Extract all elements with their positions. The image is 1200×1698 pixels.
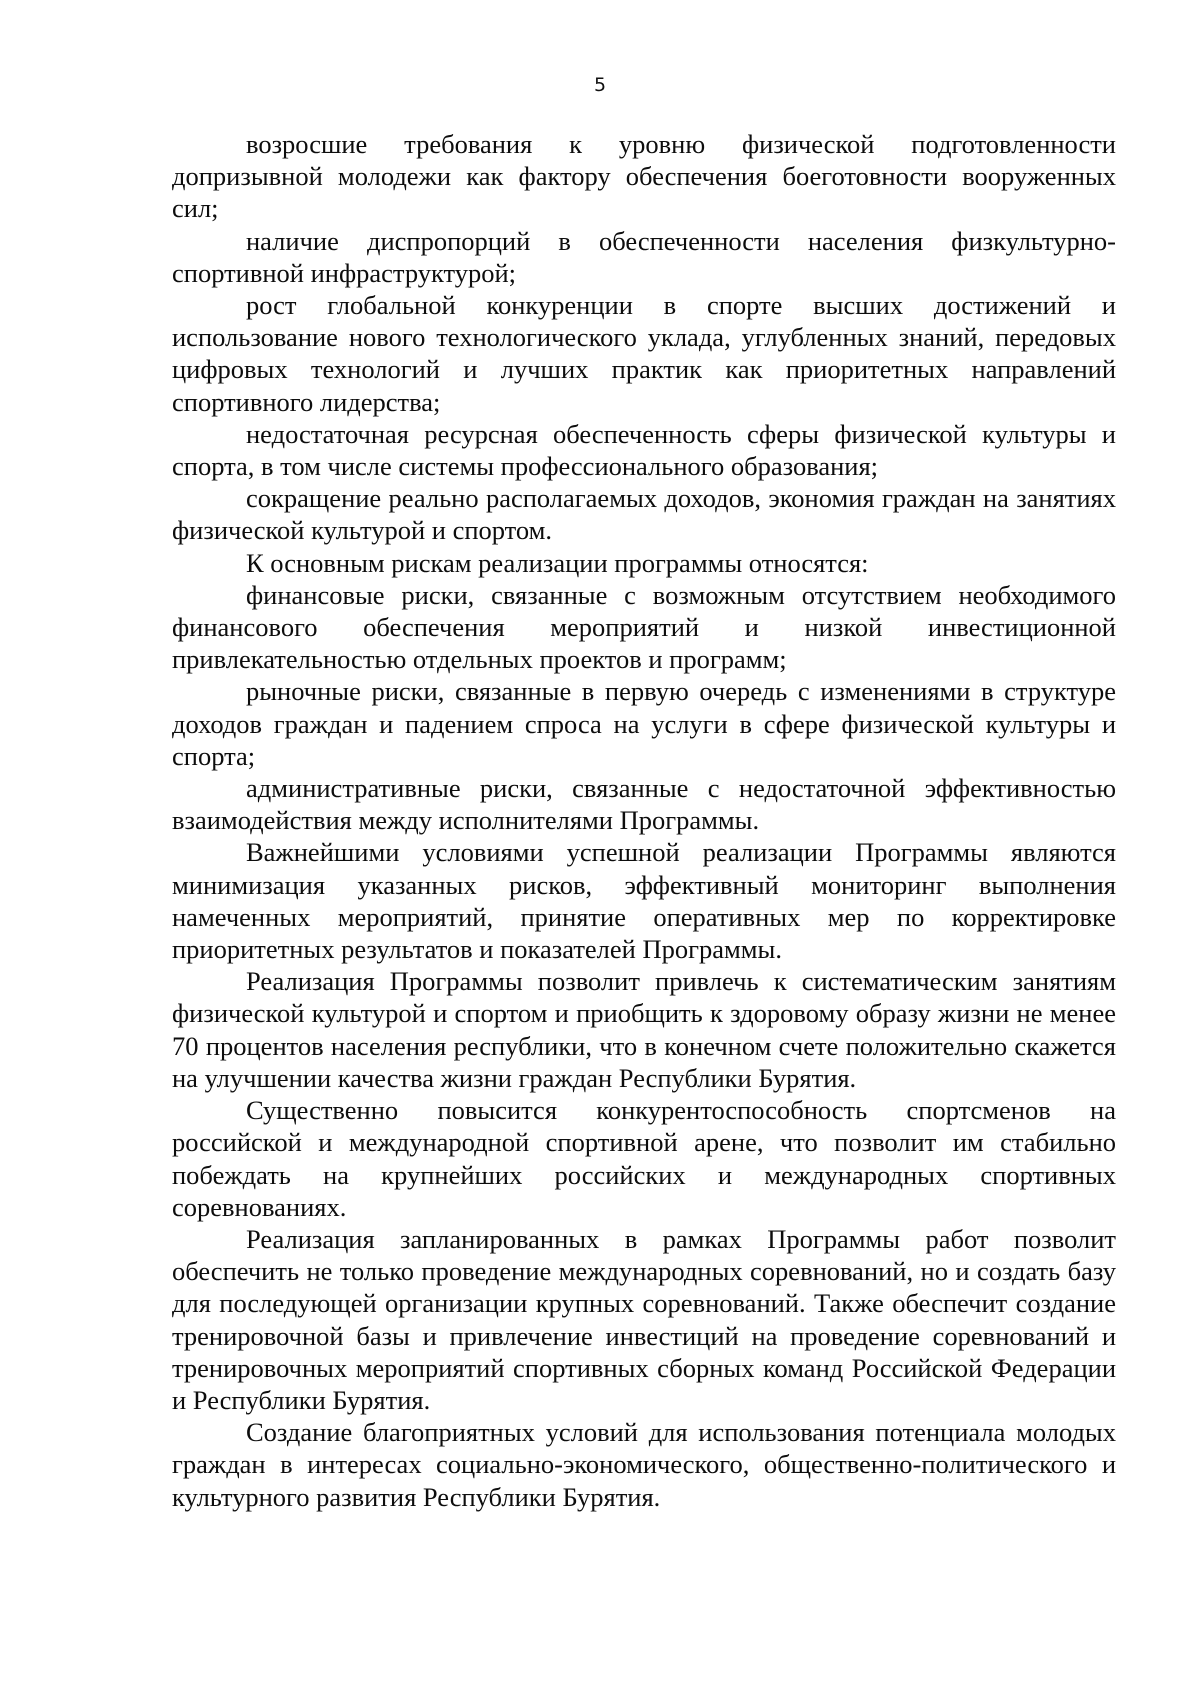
paragraph: наличие диспропорций в обеспеченности населения физкультурно-спортивной инфраструктурой;: [172, 225, 1116, 288]
paragraph: Реализация Программы позволит привлечь к систематическим занятиям физической культурой и спортом и приобщить к здоровому образу жизни не менее 70 процентов населения республики, что в конечном счете положительно скажется на улучшении качества жизни граждан Республики Бурятия.: [172, 966, 1116, 1093]
paragraph: сокращение реально располагаемых доходов, экономия граждан на занятиях физической культурой и спортом.: [172, 483, 1116, 546]
paragraph: рост глобальной конкуренции в спорте высших достижений и использование нового технологического уклада, углубленных знаний, передовых цифровых технологий и лучших практик как приоритетных направлений спортивного лидерства;: [172, 290, 1116, 417]
paragraph: административные риски, связанные с недостаточной эффективностью взаимодействия между исполнителями Программы.: [172, 773, 1116, 836]
paragraph: рыночные риски, связанные в первую очередь с изменениями в структуре доходов граждан и падением спроса на услуги в сфере физической культуры и спорта;: [172, 676, 1116, 771]
paragraph: К основным рискам реализации программы относятся:: [246, 547, 869, 578]
paragraph: Существенно повысится конкурентоспособность спортсменов на российской и международной спортивной арене, что позволит им стабильно побеждать на крупнейших российских и международных спортивных соревнованиях.: [172, 1095, 1116, 1222]
paragraph: недостаточная ресурсная обеспеченность сферы физической культуры и спорта, в том числе системы профессионального образования;: [172, 418, 1116, 482]
document-body: [172, 128, 1116, 1513]
paragraph: финансовые риски, связанные с возможным отсутствием необходимого финансового обеспечения мероприятий и низкой инвестиционной привлекательностью отдельных проектов и программ;: [172, 579, 1116, 675]
paragraph: Важнейшими условиями успешной реализации Программы являются минимизация указанных рисков, эффективный мониторинг выполнения намеченных мероприятий, принятие оперативных мер по корректировке приоритетных результатов и показателей Программы.: [172, 837, 1116, 965]
paragraph: Создание благоприятных условий для использования потенциала молодых граждан в интересах социально-экономического, общественно-политического и культурного развития Республики Бурятия.: [172, 1417, 1116, 1512]
paragraph: возросшие требования к уровню физической подготовленности допризывной молодежи как фактору обеспечения боеготовности вооруженных сил;: [172, 129, 1116, 224]
page-number: 5: [593, 74, 607, 96]
paragraph: Реализация запланированных в рамках Программы работ позволит обеспечить не только проведение международных соревнований, но и создать базу для последующей организации крупных соревнований. Также обеспечит создание тренировочной базы и привлечение инвестиций на проведение соревнований и тренировочных мероприятий спортивных сборных команд Российской Федерации и Республики Бурятия.: [172, 1223, 1116, 1415]
